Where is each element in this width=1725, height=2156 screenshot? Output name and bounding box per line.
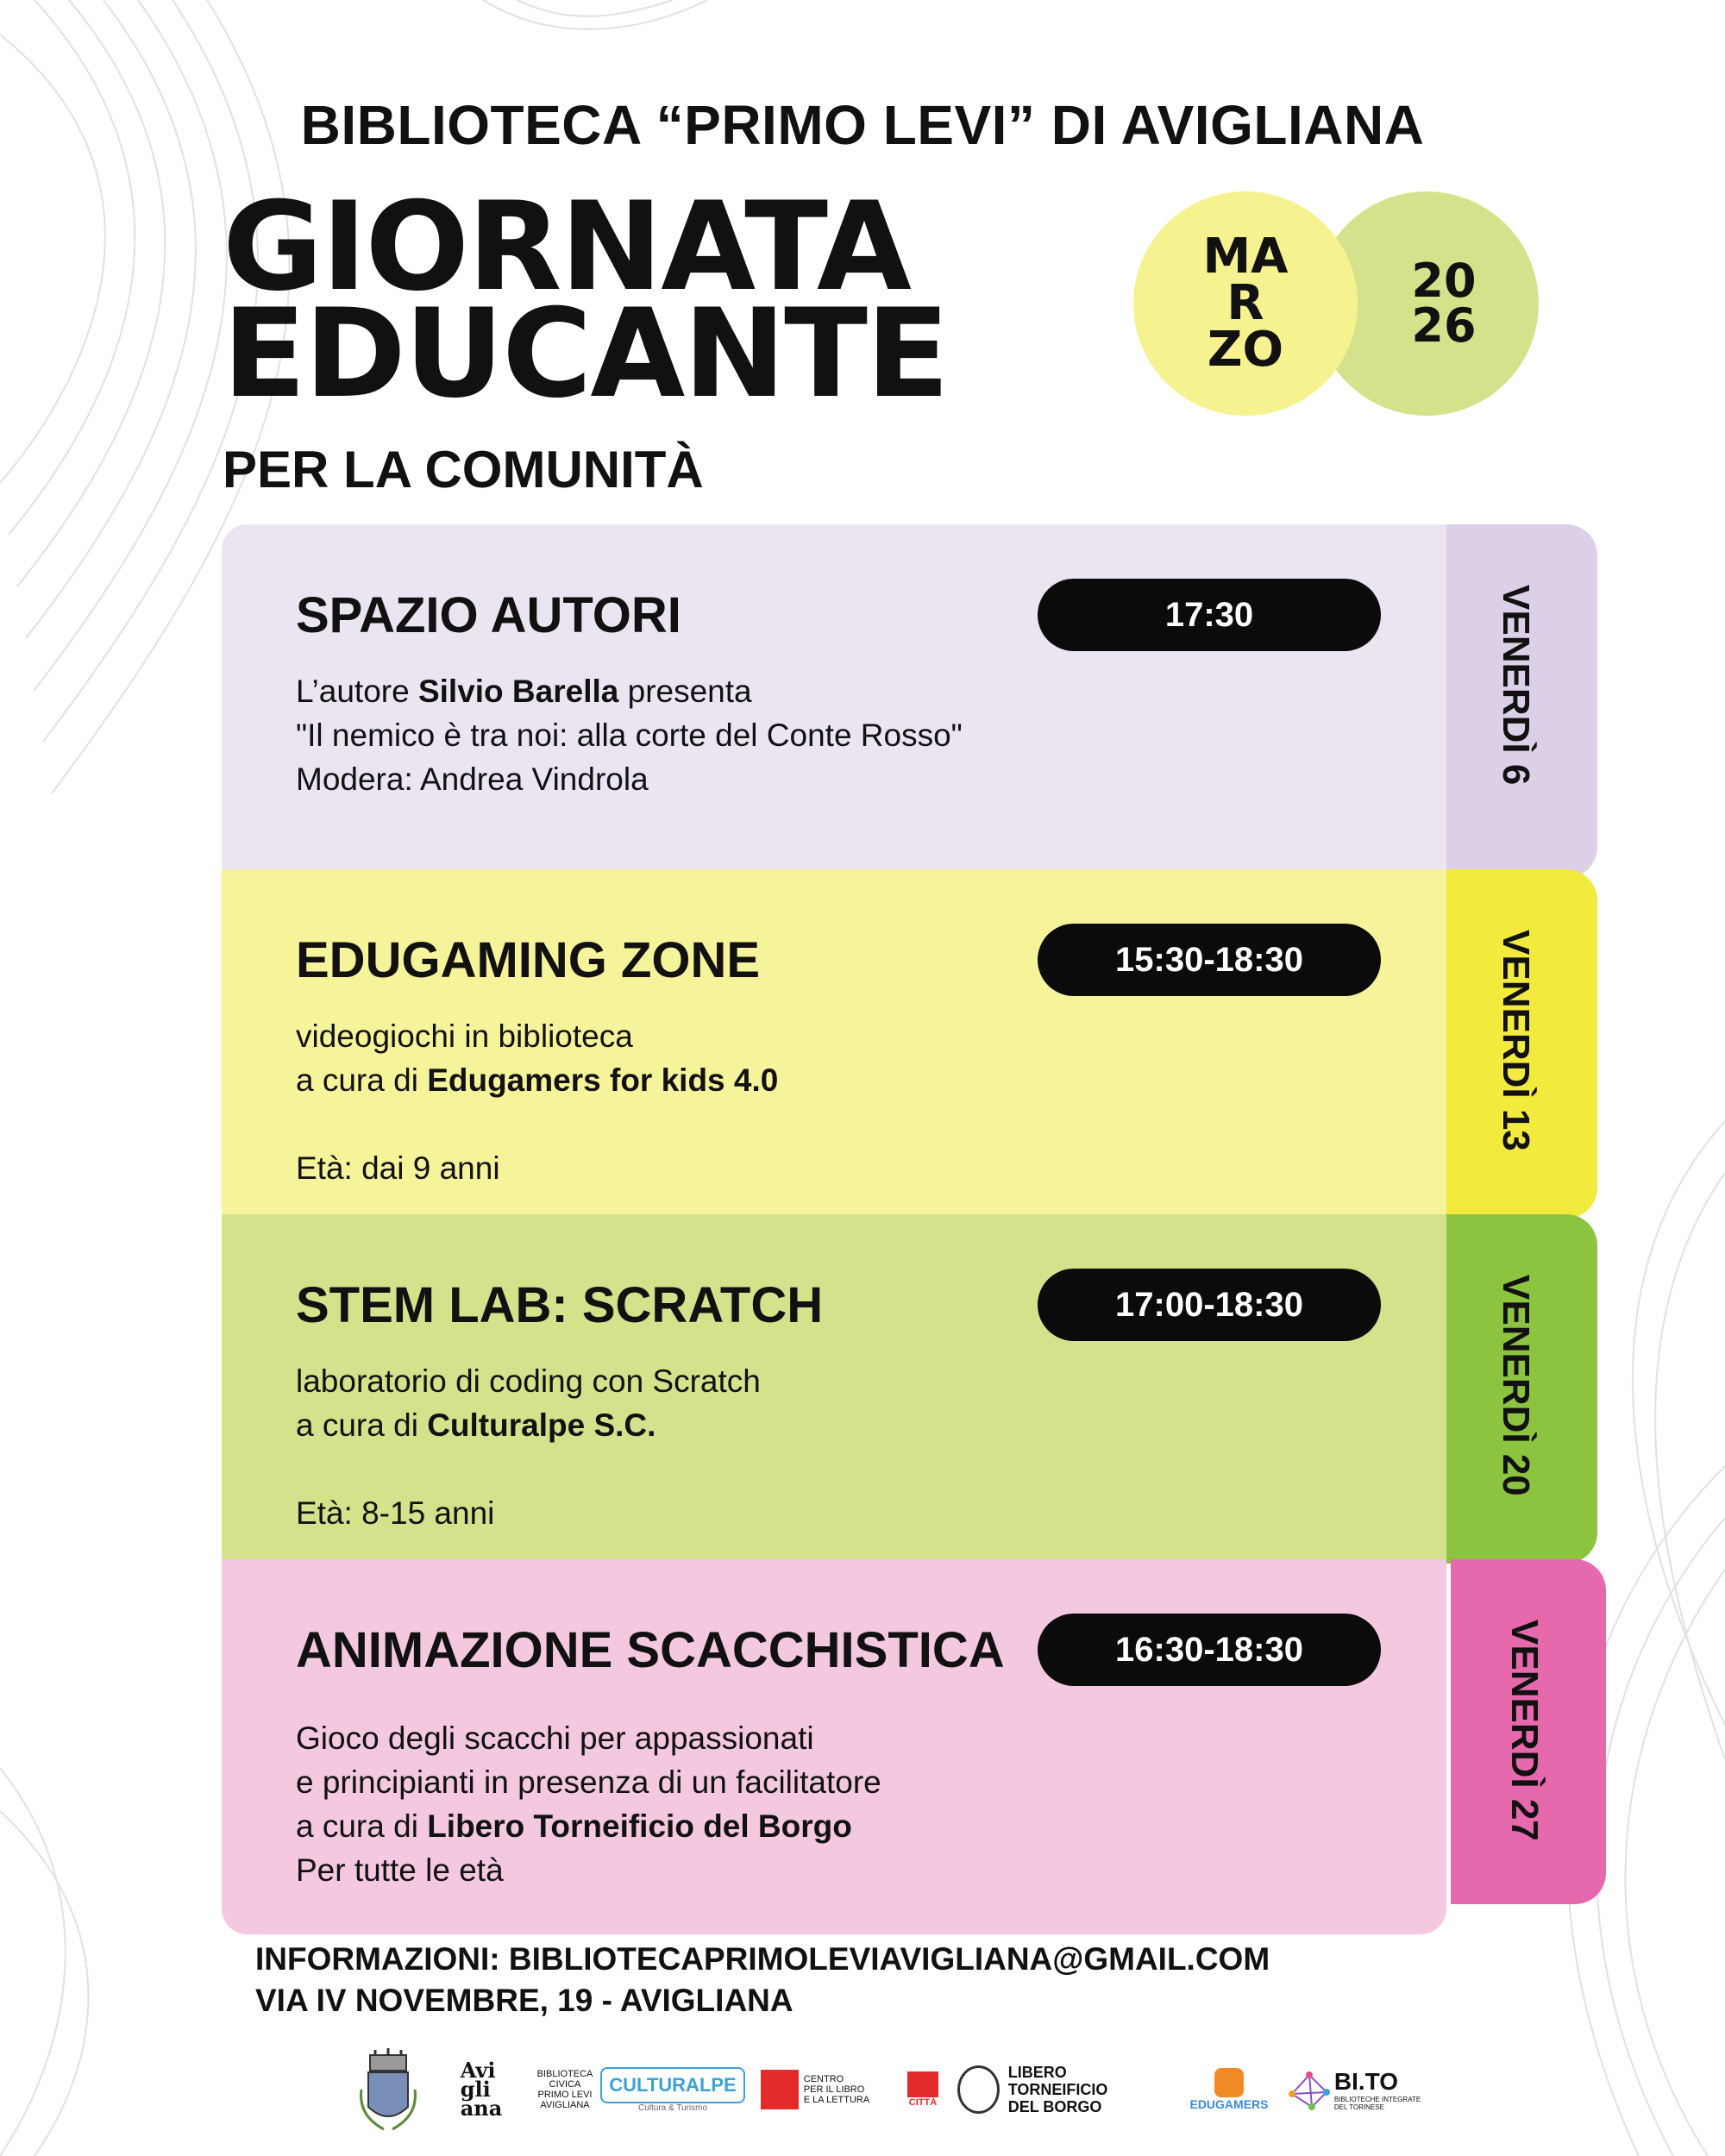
description-text: e principianti in presenza di un facilitatore (296, 1764, 881, 1800)
description-line (296, 1146, 778, 1190)
day-tab-label: VENERDÌ 27 (1503, 1620, 1546, 1841)
edugamers-mark (1214, 2068, 1244, 2097)
event-card-title: EDUGAMING ZONE (296, 932, 761, 988)
description-line (296, 669, 963, 713)
biblioteca-logo: BIBLIOTECA CIVICA PRIMO LEVI AVIGLIANA (536, 2069, 593, 2110)
citta-mark (907, 2071, 938, 2097)
event-time-pill: 17:30 (1038, 579, 1381, 651)
library-header: BIBLIOTECA “PRIMO LEVI” DI AVIGLIANA (300, 94, 1425, 156)
event-card-title: SPAZIO AUTORI (296, 587, 681, 643)
description-text: presenta (618, 674, 752, 709)
day-tab-label: VENERDÌ 13 (1495, 930, 1537, 1151)
title-line-1: GIORNATA (223, 176, 910, 318)
year-badge-text: 20 26 (1411, 254, 1477, 353)
bito-logo (1285, 2042, 1423, 2137)
description-text: a cura di (296, 1808, 428, 1844)
event-subtitle: PER LA COMUNITÀ (223, 441, 704, 498)
description-line (296, 1014, 778, 1058)
description-line (296, 1491, 761, 1535)
culturalpe-logo-text: CULTURALPE (600, 2067, 744, 2103)
event-description (296, 1359, 761, 1535)
description-line (296, 1403, 761, 1447)
description-line (296, 1359, 761, 1403)
event-card-title: ANIMAZIONE SCACCHISTICA (296, 1622, 1005, 1678)
description-line (296, 1716, 881, 1760)
description-line (296, 1804, 881, 1848)
citta-text: CITTÀ (908, 2097, 938, 2108)
day-tab (1442, 869, 1597, 1219)
description-text: laboratorio di coding con Scratch (296, 1363, 761, 1399)
avigliana-logo: Avi gli ana (460, 2058, 503, 2121)
description-text: Modera: Andrea Vindrola (296, 761, 649, 797)
title-line-2: EDUCANTE (223, 283, 948, 425)
centro-libro-text: CENTRO PER IL LIBRO E LA LETTURA (803, 2074, 870, 2105)
highlighted-name: Edugamers for kids 4.0 (427, 1062, 779, 1098)
description-text: a cura di (296, 1062, 428, 1098)
culturalpe-logo-sub: Cultura & Turismo (637, 2103, 708, 2113)
bito-text: BI.TO (1333, 2068, 1398, 2095)
event-card-title: STEM LAB: SCRATCH (296, 1277, 824, 1333)
event-card (222, 524, 1446, 887)
highlighted-name: Libero Torneificio del Borgo (427, 1808, 852, 1844)
event-time-pill: 15:30-18:30 (1038, 924, 1381, 996)
chess-badge-icon (957, 2065, 1000, 2114)
libero-torneificio-logo (957, 2042, 1147, 2137)
contact-email[interactable]: INFORMAZIONI: BIBLIOTECAPRIMOLEVIAVIGLIANA@GMAIL.COM (255, 1941, 1270, 1977)
bito-sub: BIBLIOTECHE INTEGRATE DEL TORINESE (1333, 2096, 1421, 2111)
event-description (296, 1014, 778, 1190)
highlighted-name: Culturalpe S.C. (427, 1407, 656, 1443)
edugamers-text: EDUGAMERS (1189, 2097, 1269, 2111)
description-text: "Il nemico è tra noi: alla corte del Conte Rosso" (296, 718, 963, 753)
event-title (223, 176, 948, 425)
description-line (296, 1848, 881, 1892)
edugamers-logo (1182, 2042, 1276, 2137)
event-card (222, 1559, 1446, 1934)
description-line (296, 757, 963, 801)
event-description (296, 1716, 881, 1892)
day-tab-label: VENERDÌ 20 (1495, 1275, 1537, 1496)
event-card (222, 1214, 1446, 1576)
comune-crest-icon (354, 2042, 423, 2137)
description-text: Età: dai 9 anni (296, 1150, 500, 1186)
description-line (296, 713, 963, 757)
day-tab (1442, 1214, 1597, 1564)
footer-info (255, 1939, 1270, 2021)
event-description (296, 669, 963, 801)
event-card (222, 869, 1446, 1232)
line-gap (296, 1102, 778, 1146)
description-text: Per tutte le età (296, 1852, 504, 1888)
description-text: videogiochi in biblioteca (296, 1018, 633, 1054)
partner-logos (354, 2042, 1423, 2137)
centro-libro-mark (761, 2070, 799, 2109)
description-text: Gioco degli scacchi per appassionati (296, 1720, 814, 1756)
month-badge (1133, 191, 1358, 416)
centro-libro-logo (755, 2042, 875, 2137)
month-badge-text: MA R ZO (1202, 229, 1289, 378)
address: VIA IV NOVEMBRE, 19 - AVIGLIANA (255, 1983, 794, 2018)
description-line (296, 1760, 881, 1804)
events-list (222, 524, 1546, 1934)
event-time-pill: 17:00-18:30 (1038, 1269, 1381, 1341)
description-line (296, 1058, 778, 1102)
network-icon (1288, 2068, 1331, 2111)
event-time-pill: 16:30-18:30 (1038, 1614, 1381, 1686)
day-tab (1442, 524, 1597, 878)
highlighted-name: Silvio Barella (417, 674, 619, 709)
description-text: a cura di (296, 1407, 428, 1443)
description-text: L’autore (296, 674, 418, 709)
culturalpe-logo (609, 2042, 737, 2137)
line-gap (296, 1447, 761, 1491)
day-tab (1451, 1559, 1606, 1904)
day-tab-label: VENERDÌ 6 (1495, 585, 1537, 786)
citta-logo (897, 2042, 949, 2137)
libero-torneificio-text: LIBERO TORNEIFICIO DEL BORGO (1007, 2064, 1108, 2115)
description-text: Età: 8-15 anni (296, 1495, 495, 1531)
